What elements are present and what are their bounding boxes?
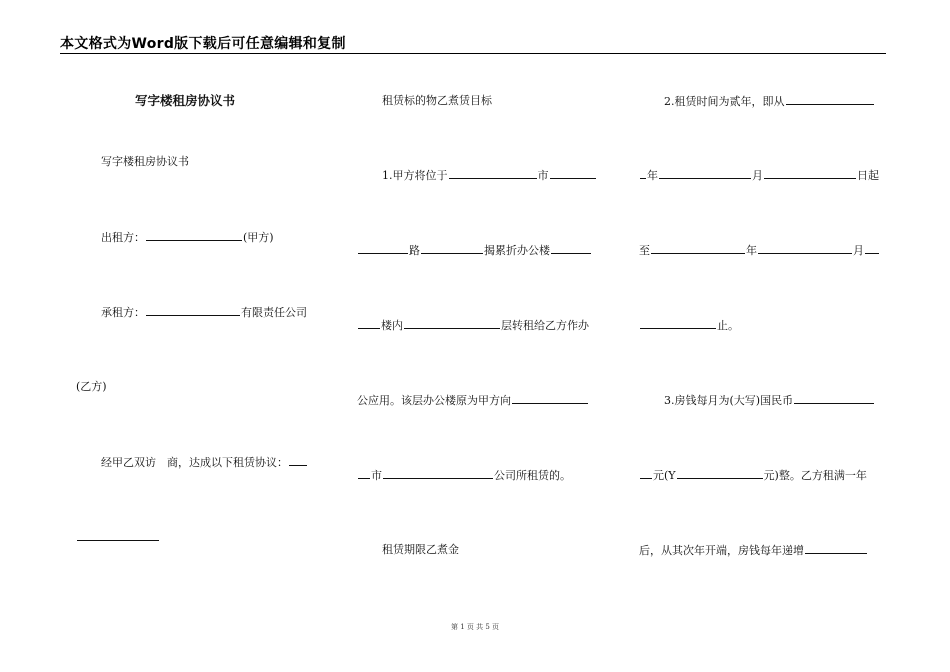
start-month-blank [659,168,751,179]
rent-words-blank [794,393,874,404]
clause-2-text-to: 至 [639,244,650,257]
lessor-party-label: (甲方) [243,231,274,244]
agreement-intro-text: 经甲乙双访 商，达成以下租赁协议： [101,456,288,469]
clause-1-text-road: 路 [409,244,420,257]
lessor-label: 出租方： [101,231,145,244]
banner-divider [60,53,886,54]
lessee-company-suffix: 有限责任公司 [241,306,307,319]
clause-1-text-use: 公应用。该层办公楼原为甲方向 [357,394,511,407]
lessee-party-label: (乙方) [76,380,107,393]
agreement-blank-2 [77,530,159,541]
clause-3-text-rent: 3.房钱每月为(大写)国民币 [664,394,794,407]
clause-2-line-3 [639,243,880,258]
lessor-line [101,230,274,245]
clause-3-text-full: 元)整。乙方租满一年 [763,469,867,482]
lessor-name-blank [146,230,242,241]
section-heading-lease-object: 租赁标的物乙煮赁目标 [382,94,492,107]
clause-3-line-1 [664,393,875,408]
clause-1-text-sublet: 层转租给乙方作办 [501,319,589,332]
floor-blank [404,318,500,329]
clause-1-text-city: 市 [371,469,382,482]
agreement-intro-line [101,455,308,470]
clause-3-line-2 [639,468,867,483]
clause-1-line-1 [382,168,597,183]
document-subtitle: 写字楼租房协议书 [101,155,189,168]
end-day-blank [865,243,879,254]
clause-1-line-4 [357,393,589,408]
clause-2-text-end-year: 年 [746,244,757,257]
end-year-blank [651,243,745,254]
clause-1-text-floor: 楼内 [381,319,403,332]
start-year-blank [786,94,874,105]
document-title: 写字楼租房协议书 [135,93,236,108]
building-blank [421,243,483,254]
clause-2-line-1 [664,94,875,109]
clause-3-text-yuan: 元(Y [653,469,676,482]
clause-3-text-increase: 后，从其次年开端，房钱每年递增 [639,544,804,557]
clause-2-line-4 [639,318,739,333]
end-day-blank-2 [640,318,716,329]
clause-3-line-3 [639,543,868,558]
clause-2-text-end: 止。 [717,319,739,332]
building-no-blank [551,243,591,254]
rent-figures-blank [677,468,763,479]
clause-2-text-month: 月 [752,169,763,182]
start-day-blank [764,168,856,179]
agreement-continuation-line [76,530,160,545]
agreement-blank-1 [289,455,307,466]
clause-1-line-3 [357,318,589,333]
lessee-label: 承租方： [101,306,145,319]
district-blank [550,168,596,179]
clause-2-text-end-month: 月 [853,244,864,257]
clause-2-text-term: 2.租赁时间为贰年，即从 [664,95,785,108]
clause-1-text-b: 市 [537,169,549,182]
clause-2-text-year: 年 [647,169,658,182]
original-lessor-blank [512,393,588,404]
end-month-blank [758,243,852,254]
clause-1-line-5 [357,468,571,483]
clause-1-text-company: 公司所租赁的。 [494,469,571,482]
clause-2-text-day: 日起 [857,169,879,182]
lessee-name-blank [146,305,240,316]
rent-words-cont-blank [640,468,652,479]
clause-1-line-2 [357,243,592,258]
clause-2-line-2 [639,168,879,183]
clause-1-text-a: 1.甲方将位于 [382,169,448,182]
company-blank [383,468,493,479]
page-footer: 第 1 页 共 5 页 [450,623,500,631]
section-heading-lease-term: 租赁期限乙煮金 [382,543,459,556]
city-blank [449,168,537,179]
lessee-line [101,305,307,320]
road-blank [358,243,408,254]
increase-rate-blank [805,543,867,554]
floor-prefix-blank [358,318,380,329]
city-prefix-blank [358,468,370,479]
document-banner: 本文格式为Word版下载后可任意编辑和复制 [60,36,346,52]
start-year-prefix-blank [640,168,646,179]
clause-1-text-building: 揭累折办公楼 [484,244,550,257]
